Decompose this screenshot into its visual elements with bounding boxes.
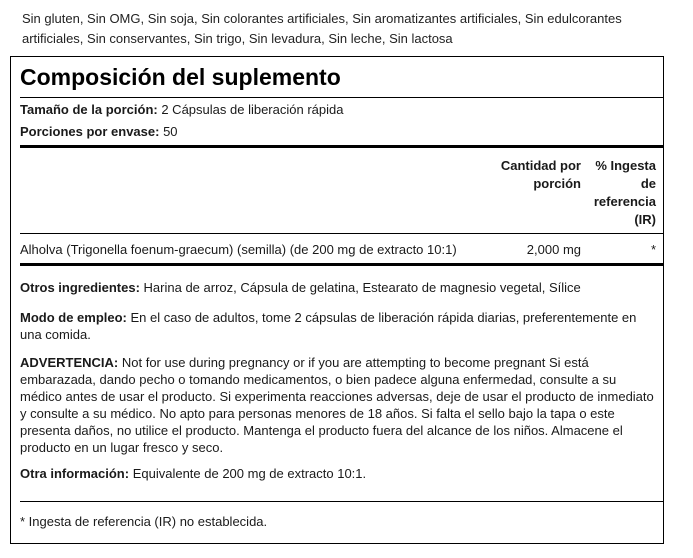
supplement-facts-panel (10, 56, 664, 544)
servings-label: Porciones por envase: (20, 124, 160, 139)
ingredient-name: Alholva (Trigonella foenum-graecum) (semilla) (de 200 mg de extracto 10:1) (20, 242, 457, 257)
other-ingredients-label: Otros ingredientes: (20, 280, 140, 295)
divider (20, 233, 663, 234)
divider-thick (20, 263, 663, 266)
footnote: * Ingesta de referencia (IR) no establecida. (20, 514, 268, 529)
serving-size-value: 2 Cápsulas de liberación rápida (161, 102, 344, 117)
divider-thick (20, 145, 663, 148)
facts-title: Composición del suplemento (20, 64, 341, 90)
directions-text: En el caso de adultos, tome 2 cápsulas de liberación rápida diarias, preferentemente en una comida. (20, 310, 637, 342)
servings-value: 50 (163, 124, 178, 139)
warning-label: ADVERTENCIA: (20, 355, 119, 370)
other-ingredients-text: Harina de arroz, Cápsula de gelatina, Estearato de magnesio vegetal, Sílice (143, 280, 581, 295)
column-header-amount: Cantidad por porción (500, 158, 581, 191)
other-info (20, 465, 656, 482)
divider (20, 97, 663, 98)
other-info-label: Otra información: (20, 466, 130, 481)
directions (20, 309, 656, 343)
serving-size-row (20, 101, 343, 118)
serving-size-label: Tamaño de la porción: (20, 102, 158, 117)
ingredient-amount: 2,000 mg (526, 242, 581, 257)
other-ingredients (20, 279, 656, 296)
warning-text: Not for use during pregnancy or if you are attempting to become pregnant Si está embarazada, dando pecho o tomando medicamentos, o bien padece alguna enfermedad, consulte a su médico antes de usar el producto. Si experimenta reacciones adversas, deje de usar el producto de inmediato y consulte a su médico. No apto para personas menores de 18 años. Si falta el sello bajo la tapa o este presenta daños, no utilice el producto. Mantenga el producto fuera del alcance de los niños. Almacene el producto en un lugar fresco y seco. (20, 355, 654, 455)
directions-label: Modo de empleo: (20, 310, 127, 325)
other-info-text: Equivalente de 200 mg de extracto 10:1. (132, 466, 367, 481)
ingredient-ir: * (650, 242, 656, 257)
servings-row (20, 123, 178, 140)
column-header-ir: % Ingesta de referencia (IR) (593, 158, 656, 227)
divider (20, 501, 663, 502)
allergen-statement: Sin gluten, Sin OMG, Sin soja, Sin colorantes artificiales, Sin aromatizantes artificiales, Sin edulcorantes artificiales, Sin conservantes, Sin trigo, Sin levadura, Sin leche, Sin lactosa (22, 11, 622, 46)
warning (20, 354, 656, 456)
